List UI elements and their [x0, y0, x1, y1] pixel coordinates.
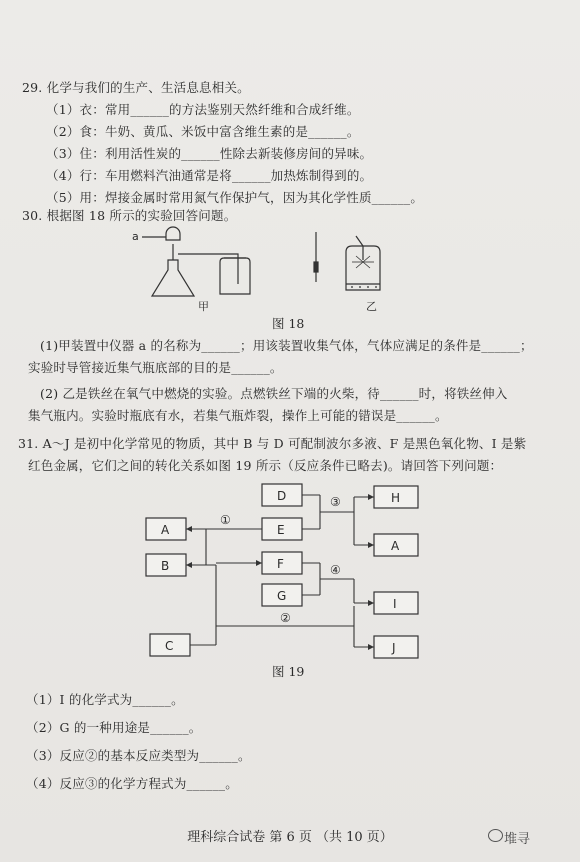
- figure-18: [130, 222, 430, 314]
- box-J-label: J: [392, 641, 396, 655]
- fig18-label-a: a: [132, 230, 139, 243]
- q31-line-1: 31. A～J 是初中化学常见的物质，其中 B 与 D 可配制波尔多液、F 是黑色氧化物、I 是紫: [18, 436, 527, 451]
- q30-line-1: (1)甲装置中仪器 a 的名称为______；用该装置收集气体，气体应满足的条件是______；: [40, 338, 533, 353]
- q29-item-3: （3）住：利用活性炭的______性除去新装修房间的异味。: [46, 146, 373, 161]
- conical-flask: [152, 260, 194, 296]
- q31-question-1: （1）I 的化学式为______。: [26, 692, 184, 707]
- figure-19: [140, 478, 430, 663]
- match: [314, 262, 318, 272]
- box-C-label: C: [165, 639, 174, 653]
- q30-line-2: 实验时导管接近集气瓶底部的目的是______。: [28, 360, 283, 375]
- watermark-text: 堆寻: [504, 832, 531, 847]
- box-G-label: G: [277, 589, 287, 603]
- q29-item-1: （1）衣：常用______的方法鉴别天然纤维和合成纤维。: [46, 102, 360, 117]
- box-F-label: F: [277, 557, 284, 571]
- reaction-2-label: ②: [280, 611, 291, 625]
- fig19-caption: 图 19: [272, 664, 305, 679]
- q29-item-4: （4）行：车用燃料汽油通常是将______加热炼制得到的。: [46, 168, 373, 183]
- box-D-label: D: [277, 489, 287, 503]
- reaction-4-label: ④: [330, 563, 341, 577]
- box-A-left-label: A: [161, 523, 170, 537]
- q31-question-4: （4）反应③的化学方程式为______。: [26, 776, 238, 791]
- q30-heading: 30. 根据图 18 所示的实验回答问题。: [22, 208, 237, 223]
- box-I-label: I: [393, 597, 397, 611]
- q29-item-2: （2）食：牛奶、黄瓜、米饭中富含维生素的是______。: [46, 124, 360, 139]
- fig18-label-yi: 乙: [366, 300, 377, 313]
- page-footer: 理科综合试卷 第 6 页 （共 10 页）: [187, 830, 393, 845]
- box-H-label: H: [391, 491, 401, 505]
- fig18-label-jia: 甲: [198, 300, 209, 313]
- wechat-icon: [488, 829, 503, 842]
- box-B-label: B: [161, 559, 170, 573]
- box-E-label: E: [277, 523, 285, 537]
- q29-heading: 29. 化学与我们的生产、生活息息相关。: [22, 80, 250, 95]
- q30-line-3: (2) 乙是铁丝在氧气中燃烧的实验。点燃铁丝下端的火柴，待______时，将铁丝伸入: [40, 386, 508, 401]
- gas-collecting-bottle: [220, 258, 250, 294]
- fig18-caption: 图 18: [272, 316, 305, 331]
- q31-question-2: （2）G 的一种用途是______。: [26, 720, 202, 735]
- reaction-1-label: ①: [220, 513, 231, 527]
- q31-line-2: 红色金属，它们之间的转化关系如图 19 所示（反应条件已略去)。请回答下列问题：: [28, 458, 503, 473]
- q30-line-4: 集气瓶内。实验时瓶底有水，若集气瓶炸裂，操作上可能的错误是______。: [28, 408, 448, 423]
- separatory-funnel-a: [166, 227, 180, 260]
- box-J: [374, 636, 418, 658]
- reaction-3-label: ③: [330, 495, 341, 509]
- q31-question-3: （3）反应②的基本反应类型为______。: [26, 748, 251, 763]
- q29-item-5: （5）用：焊接金属时常用氮气作保护气，因为其化学性质______。: [46, 190, 424, 205]
- box-A-right-label: A: [391, 539, 400, 553]
